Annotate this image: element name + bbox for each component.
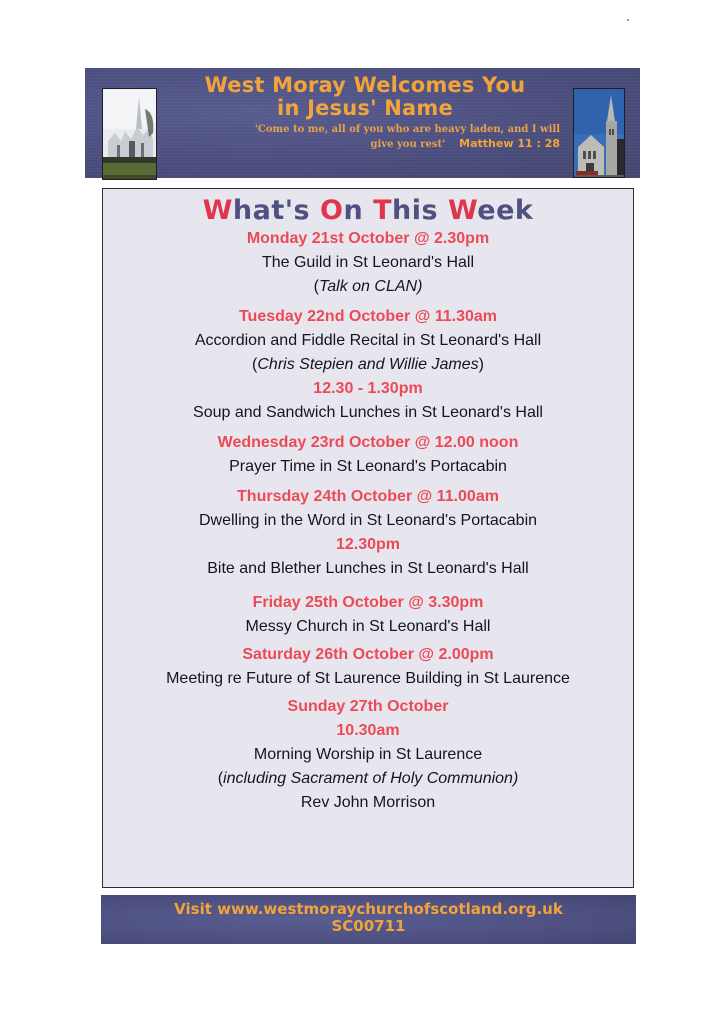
event-thursday [103, 485, 633, 581]
event-note [103, 353, 633, 377]
heading-part: W [447, 195, 478, 226]
event-time: Saturday 26th October @ 2.00pm [242, 646, 494, 663]
header-banner [85, 68, 640, 178]
website-link[interactable]: Visit www.westmoraychurchofscotland.org.uk [174, 900, 563, 918]
banner-title [155, 74, 575, 120]
footer-banner [101, 895, 636, 944]
scan-speck [627, 19, 629, 21]
note-italic: Chris Stepien and Willie James [257, 356, 479, 373]
heading-part: n [343, 195, 374, 226]
heading-part: W [202, 195, 233, 226]
event-description: Morning Worship in St Laurence [253, 746, 483, 763]
event-saturday [103, 643, 633, 691]
event-time: Thursday 24th October @ 11.00am [237, 488, 499, 505]
quote-reference: Matthew 11 : 28 [459, 137, 560, 150]
whats-on-panel [102, 188, 634, 888]
church-photo-right [573, 88, 625, 178]
event-note [103, 275, 633, 299]
heading-part: eek [477, 195, 534, 226]
event-time-secondary: 12.30 - 1.30pm [313, 380, 423, 397]
quote-line1: 'Come to me, all of you who are heavy laden, and I will [254, 124, 560, 135]
whats-on-heading [103, 195, 633, 227]
note-italic: including Sacrament of Holy Communion) [223, 770, 519, 787]
event-monday [103, 227, 633, 299]
event-time: Wednesday 23rd October @ 12.00 noon [217, 434, 519, 451]
event-friday [103, 591, 633, 639]
charity-number: SC00711 [331, 917, 406, 935]
church-photo-left [102, 88, 157, 180]
quote-line2: give you rest' [370, 139, 446, 150]
banner-title-line1: West Moray Welcomes You [204, 73, 526, 97]
heading-part: hat's [232, 195, 320, 226]
bible-quote [180, 123, 560, 152]
event-tuesday [103, 305, 633, 425]
heading-part: O [320, 195, 344, 226]
event-description: Messy Church in St Leonard's Hall [245, 618, 491, 635]
note-prefix: ( [313, 278, 319, 295]
event-minister: Rev John Morrison [300, 794, 436, 811]
heading-part: his [392, 195, 448, 226]
event-time: Monday 21st October @ 2.30pm [246, 230, 490, 247]
event-time: Tuesday 22nd October @ 11.30am [238, 308, 498, 325]
event-date: Sunday 27th October [287, 698, 449, 715]
event-sunday [103, 695, 633, 815]
church-tower-image-icon [574, 89, 625, 178]
event-description: Accordion and Fiddle Recital in St Leonard's Hall [194, 332, 542, 349]
event-description: Prayer Time in St Leonard's Portacabin [229, 458, 507, 475]
event-time: 10.30am [336, 722, 400, 739]
note-suffix: ) [478, 356, 484, 373]
event-time: Friday 25th October @ 3.30pm [252, 594, 484, 611]
event-description: Meeting re Future of St Laurence Building in St Laurence [166, 670, 570, 687]
church-image-icon [103, 89, 157, 180]
event-note [103, 767, 633, 791]
banner-title-line2: in Jesus' Name [277, 96, 453, 120]
event-wednesday [103, 431, 633, 479]
event-description: Dwelling in the Word in St Leonard's Portacabin [198, 512, 538, 529]
event-time-secondary: 12.30pm [335, 536, 401, 553]
note-italic: Talk on CLAN) [318, 278, 423, 295]
note-prefix: ( [252, 356, 258, 373]
note-prefix: ( [217, 770, 224, 787]
heading-part: T [373, 195, 392, 226]
event-description: The Guild in St Leonard's Hall [261, 254, 475, 271]
event-description-secondary: Soup and Sandwich Lunches in St Leonard's Hall [193, 404, 543, 421]
event-description-secondary: Bite and Blether Lunches in St Leonard's Hall [207, 560, 529, 577]
